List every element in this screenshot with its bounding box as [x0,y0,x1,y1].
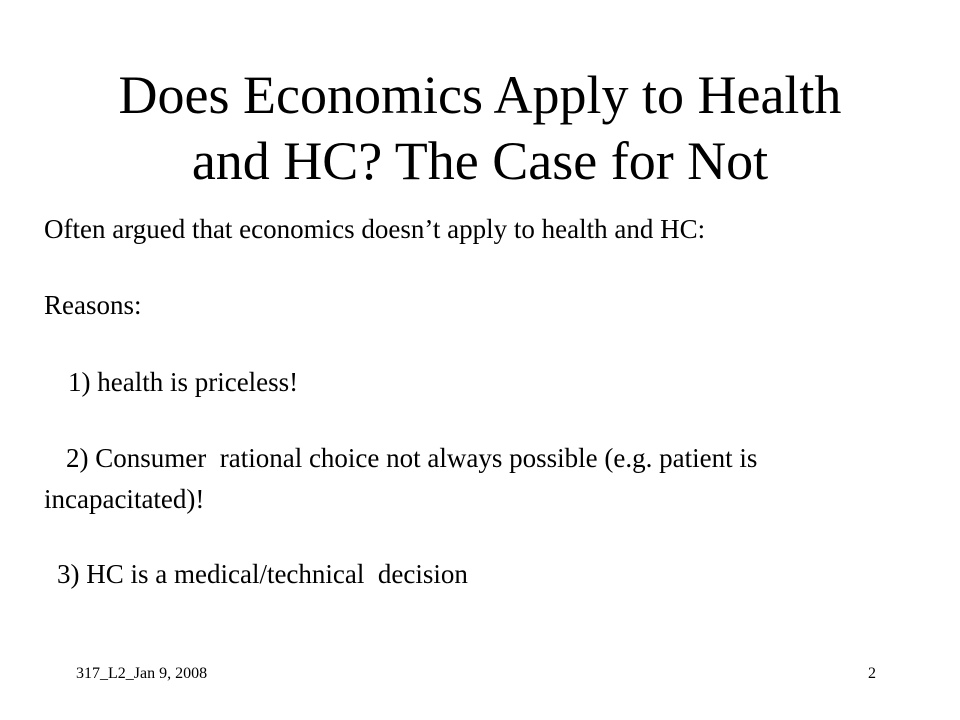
reason-1: 1) health is priceless! [68,367,299,397]
slide-title-line-2: and HC? The Case for Not [191,131,769,191]
reasons-label: Reasons: [44,290,142,320]
slide-title [40,62,920,194]
reason-2-line-1: 2) Consumer rational choice not always possible (e.g. patient is [66,443,758,473]
page-number: 2 [868,665,876,682]
footer-date: 317_L2_Jan 9, 2008 [76,665,208,682]
reason-2-line-2: incapacitated)! [44,484,205,514]
intro-text: Often argued that economics doesn’t apply to health and HC: [44,214,706,244]
reason-3: 3) HC is a medical/technical decision [57,559,468,589]
slide-title-line-1: Does Economics Apply to Health [118,65,842,125]
